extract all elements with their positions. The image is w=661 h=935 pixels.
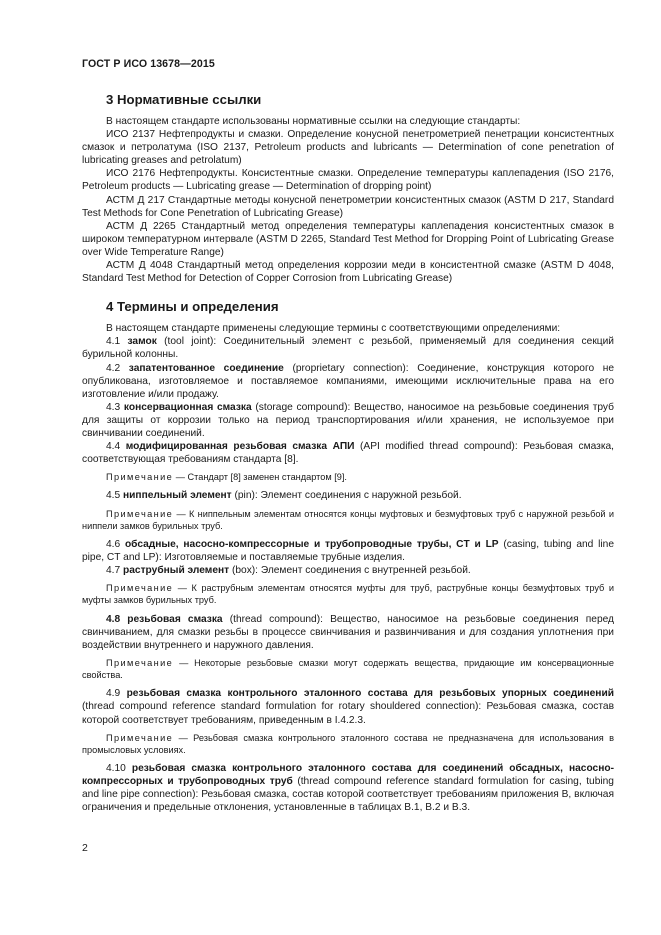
reference-astm-d2265: АСТМ Д 2265 Стандартный метод определения температуры каплепадения консистентных смазок в широком температурном интервале (ASTM D 2265, Standard Test Method for Dropping Point of Lubricating Grease over Wide Temperature Range) bbox=[82, 220, 614, 258]
term-4-6-name: обсадные, насосно-компрессорные и трубопроводные трубы, CT и LP bbox=[124, 538, 499, 550]
term-4-10-name: резьбовая смазка контрольного эталонного состава для соединений обсадных, насосно-компрессорных и трубопроводных труб bbox=[82, 763, 614, 788]
note-4-7: Примечание — К раструбным элементам относятся муфты для труб, раструбные концы безмуфтовых труб и муфты замков бурильных труб. bbox=[82, 583, 614, 606]
note-4-8: Примечание — Некоторые резьбовые смазки могут содержать вещества, придающие им консервационные свойства. bbox=[82, 657, 614, 681]
section-4-intro: В настоящем стандарте применены следующие термины с соответствующими определениями: bbox=[106, 323, 561, 335]
term-4-9-name: резьбовая смазка контрольного эталонного состава для резьбовых упорных соединений bbox=[126, 688, 614, 700]
reference-astm-d4048: АСТМ Д 4048 Стандартный метод определения коррозии меди в консистентной смазке (ASTM D 4048, Standard Test Method for Detection of Copper Corrosion from Lubricating Grease) bbox=[82, 260, 614, 285]
reference-iso-2176: ИСО 2176 Нефтепродукты. Консистентные смазки. Определение температуры каплепадения (ISO 2176, Petroleum products — Lubricating grease — Determination of dropping point) bbox=[82, 168, 614, 193]
term-4-2: 4.2 запатентованное соединение (proprietary connection): Соединение, конструкция которого не опубликована, изготовляемое и поставляемое компаниями, имеющими исключительные права на его изготовление и/или продажу. bbox=[82, 362, 614, 400]
term-4-8-name: 4.8 резьбовая смазка bbox=[106, 613, 223, 625]
note-4-4: Примечание — Стандарт [8] заменен стандартом [9]. bbox=[106, 472, 347, 483]
term-4-1-name: замок bbox=[127, 336, 157, 348]
term-4-2-name: запатентованное соединение bbox=[128, 362, 284, 374]
term-4-4-name: модифицированная резьбовая смазка АПИ bbox=[125, 441, 355, 453]
page-number: 2 bbox=[82, 842, 88, 854]
term-4-5-name: ниппельный элемент bbox=[123, 490, 232, 502]
term-4-7: 4.7 раструбный элемент (box): Элемент соединения с внутренней резьбой. bbox=[106, 565, 471, 577]
term-4-7-name: раструбный элемент bbox=[123, 565, 230, 577]
section-3-intro: В настоящем стандарте использованы нормативные ссылки на следующие стандарты: bbox=[106, 116, 521, 127]
term-4-3-name: консервационная смазка bbox=[123, 401, 252, 413]
term-4-10: 4.10 резьбовая смазка контрольного эталонного состава для соединений обсадных, насосно-компрессорных и трубопроводных труб (thread compound reference standard formulation for casing, tubing and line pipe connection): Резьбовая смазка, состав которой соответствует требованиям приложения B, включая ограничения и предельные отклонения, установленные в таблицах B.1, B.2 и B.3. bbox=[82, 763, 614, 814]
note-4-9: Примечание — Резьбовая смазка контрольного эталонного состава не предназначена для использования в промысловых условиях. bbox=[82, 732, 614, 755]
term-4-5: 4.5 ниппельный элемент (pin): Элемент соединения с наружной резьбой. bbox=[106, 490, 462, 502]
term-4-6: 4.6 обсадные, насосно-компрессорные и трубопроводные трубы, CT и LP (casing, tubing and line pipe, CT and LP): Изготовляемые и поставляемые трубные изделия. bbox=[82, 538, 614, 564]
document-id: ГОСТ Р ИСО 13678—2015 bbox=[82, 58, 215, 70]
section-3-title: 3 Нормативные ссылки bbox=[106, 92, 262, 107]
term-4-1: 4.1 замок (tool joint): Соединительный элемент с резьбой, применяемый для соединения секций бурильной колонны. bbox=[82, 336, 614, 361]
term-4-8: 4.8 резьбовая смазка (thread compound): Вещество, наносимое на резьбовые соединения перед свинчиванием, для смазки резьбы в процессе свинчивания и развинчивания и для создания уплотнения при воздействии внутреннего и наружного давления. bbox=[82, 613, 614, 651]
section-4-title: 4 Термины и определения bbox=[106, 299, 279, 315]
term-4-3: 4.3 консервационная смазка (storage compound): Вещество, наносимое на резьбовые соединения труб для защиты от коррозии только на период транспортирования и/или хранения, не используемое при свинчивании соединений. bbox=[82, 401, 614, 439]
note-4-5: Примечание — К ниппельным элементам относятся концы муфтовых и безмуфтовых труб с наружной резьбой и ниппели замков бурильных труб. bbox=[82, 508, 614, 531]
document-page bbox=[82, 58, 614, 814]
reference-iso-2137: ИСО 2137 Нефтепродукты и смазки. Определение конусной пенетрометрией пенетрации консистентных смазок и петролатума (ISO 2137, Petroleum products and lubricants — Determination of cone penetration of lubricating greases and petrolatum) bbox=[82, 129, 614, 167]
term-4-4: 4.4 модифицированная резьбовая смазка АПИ (API modified thread compound): Резьбовая смазка, соответствующая требованиям стандарта [8]. bbox=[82, 441, 614, 466]
reference-astm-d217: АСТМ Д 217 Стандартные методы конусной пенетрометрии консистентных смазок (ASTM D 217, Standard Test Methods for Cone Penetration of Lubricating Grease) bbox=[82, 194, 614, 219]
term-4-9: 4.9 резьбовая смазка контрольного эталонного состава для резьбовых упорных соединений (thread compound reference standard formulation for rotary shouldered connection): Резьбовая смазка, состав которой соответствует требованиям, приведенным в I.4.2.3. bbox=[82, 688, 614, 726]
